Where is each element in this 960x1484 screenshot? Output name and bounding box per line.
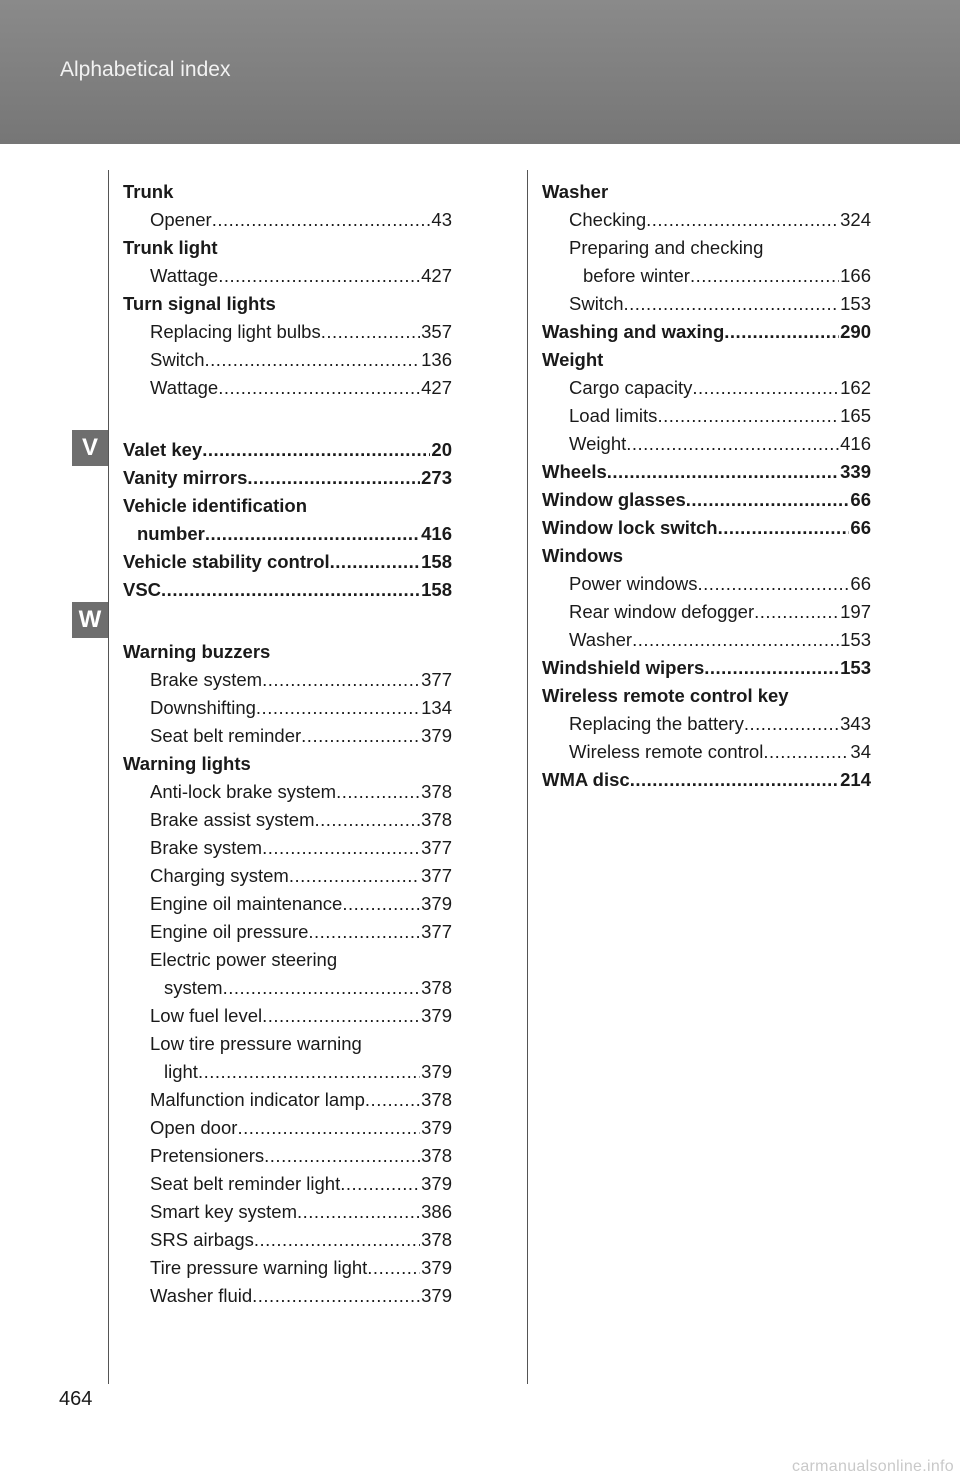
index-entry[interactable]: Cargo capacity ..... 162 [542, 374, 871, 402]
page-ref: 378 [421, 1145, 452, 1166]
index-entry[interactable]: system ..... 378 [123, 974, 452, 1002]
index-entry[interactable]: light ..... 379 [123, 1058, 452, 1086]
page-ref: 339 [840, 461, 871, 482]
page-ref: 379 [421, 1173, 452, 1194]
page-ref: 34 [850, 741, 871, 762]
index-entry[interactable]: Washing and waxing ..... 290 [542, 318, 871, 346]
index-subheading: Preparing and checking [569, 237, 764, 258]
page-ref: 162 [840, 377, 871, 398]
page-ref: 158 [421, 551, 452, 572]
index-heading: Trunk [123, 181, 174, 202]
page-ref: 166 [840, 265, 871, 286]
index-entry[interactable]: VSC ..... 158 [123, 576, 452, 604]
index-entry[interactable]: Switch ..... 153 [542, 290, 871, 318]
watermark: carmanualsonline.info [792, 1458, 954, 1475]
page-ref: 136 [421, 349, 452, 370]
index-heading: Wireless remote control key [542, 685, 789, 706]
index-entry[interactable]: SRS airbags ..... 378 [123, 1226, 452, 1254]
index-entry[interactable]: Engine oil pressure ..... 377 [123, 918, 452, 946]
column-divider-middle [527, 170, 528, 1384]
index-entry[interactable]: Rear window defogger ..... 197 [542, 598, 871, 626]
index-entry[interactable]: Seat belt reminder light ..... 379 [123, 1170, 452, 1198]
page-ref: 427 [421, 265, 452, 286]
index-entry[interactable]: Wattage ..... 427 [123, 374, 452, 402]
index-entry[interactable]: Brake system ..... 377 [123, 834, 452, 862]
index-entry[interactable]: before winter ..... 166 [542, 262, 871, 290]
index-entry[interactable]: number ..... 416 [123, 520, 452, 548]
index-entry[interactable]: Low fuel level ..... 379 [123, 1002, 452, 1030]
index-entry[interactable]: Vehicle stability control ..... 158 [123, 548, 452, 576]
index-entry[interactable]: Vanity mirrors ..... 273 [123, 464, 452, 492]
header-title: Alphabetical index [60, 58, 231, 81]
index-entry[interactable]: Wattage ..... 427 [123, 262, 452, 290]
page-header [0, 0, 960, 144]
index-entry[interactable]: Charging system ..... 377 [123, 862, 452, 890]
page-ref: 378 [421, 1229, 452, 1250]
index-column-right [542, 178, 871, 794]
page-ref: 379 [421, 1005, 452, 1026]
page-ref: 153 [840, 293, 871, 314]
index-entry[interactable]: Load limits ..... 165 [542, 402, 871, 430]
index-heading: Warning buzzers [123, 641, 271, 662]
page-ref: 379 [421, 1257, 452, 1278]
page-ref: 377 [421, 865, 452, 886]
index-entry[interactable]: Opener ..... 43 [123, 206, 452, 234]
index-entry[interactable]: Valet key ..... 20 [123, 436, 452, 464]
page-ref: 378 [421, 809, 452, 830]
index-column-left [123, 178, 452, 1310]
index-entry[interactable]: Window glasses ..... 66 [542, 486, 871, 514]
page-ref: 153 [840, 629, 871, 650]
page-ref: 197 [840, 601, 871, 622]
index-entry[interactable]: Checking ..... 324 [542, 206, 871, 234]
index-heading: Turn signal lights [123, 293, 276, 314]
page-ref: 379 [421, 1117, 452, 1138]
page-ref: 416 [840, 433, 871, 454]
index-entry[interactable]: Brake system ..... 377 [123, 666, 452, 694]
page-ref: 378 [421, 977, 452, 998]
index-entry[interactable]: Washer fluid ..... 379 [123, 1282, 452, 1310]
index-heading: Vehicle identification [123, 495, 308, 516]
page-ref: 386 [421, 1201, 452, 1222]
index-heading: Washer [542, 181, 609, 202]
index-entry[interactable]: WMA disc ..... 214 [542, 766, 871, 794]
index-entry[interactable]: Window lock switch ..... 66 [542, 514, 871, 542]
index-heading: Trunk light [123, 237, 218, 258]
index-entry[interactable]: Windshield wipers ..... 153 [542, 654, 871, 682]
page-ref: 378 [421, 1089, 452, 1110]
index-entry[interactable]: Replacing the battery ..... 343 [542, 710, 871, 738]
page-ref: 379 [421, 1061, 452, 1082]
page-ref: 379 [421, 893, 452, 914]
page-ref: 20 [431, 439, 452, 460]
page-ref: 66 [850, 517, 871, 538]
page-ref: 324 [840, 209, 871, 230]
section-tab-w[interactable]: W [72, 602, 108, 638]
page-ref: 273 [421, 467, 452, 488]
section-gap [123, 402, 452, 436]
section-gap [123, 604, 452, 638]
index-heading: Windows [542, 545, 624, 566]
index-entry[interactable]: Power windows ..... 66 [542, 570, 871, 598]
index-entry[interactable]: Washer ..... 153 [542, 626, 871, 654]
index-entry[interactable]: Wheels ..... 339 [542, 458, 871, 486]
page-number: 464 [59, 1388, 93, 1410]
index-entry[interactable]: Weight ..... 416 [542, 430, 871, 458]
page-ref: 379 [421, 1285, 452, 1306]
index-entry[interactable]: Smart key system ..... 386 [123, 1198, 452, 1226]
page-ref: 134 [421, 697, 452, 718]
page-ref: 427 [421, 377, 452, 398]
index-subheading: Low tire pressure warning [150, 1033, 362, 1054]
index-heading: Warning lights [123, 753, 251, 774]
index-entry[interactable]: Wireless remote control ..... 34 [542, 738, 871, 766]
page-ref: 290 [840, 321, 871, 342]
page-ref: 66 [850, 573, 871, 594]
index-entry[interactable]: Pretensioners ..... 378 [123, 1142, 452, 1170]
column-divider-left [108, 170, 109, 1384]
page-ref: 214 [840, 769, 871, 790]
index-entry[interactable]: Tire pressure warning light ..... 379 [123, 1254, 452, 1282]
page-ref: 379 [421, 725, 452, 746]
index-heading: Weight [542, 349, 604, 370]
page-ref: 377 [421, 669, 452, 690]
index-entry[interactable]: Open door ..... 379 [123, 1114, 452, 1142]
page-ref: 378 [421, 781, 452, 802]
page-ref: 357 [421, 321, 452, 342]
index-entry[interactable]: Replacing light bulbs ..... 357 [123, 318, 452, 346]
index-entry[interactable]: Downshifting ..... 134 [123, 694, 452, 722]
page-ref: 377 [421, 921, 452, 942]
page-ref: 416 [421, 523, 452, 544]
index-entry[interactable]: Engine oil maintenance ..... 379 [123, 890, 452, 918]
page-ref: 153 [840, 657, 871, 678]
index-entry[interactable]: Malfunction indicator lamp ..... 378 [123, 1086, 452, 1114]
page-ref: 343 [840, 713, 871, 734]
index-entry[interactable]: Switch ..... 136 [123, 346, 452, 374]
page-ref: 158 [421, 579, 452, 600]
section-tab-v[interactable]: V [72, 430, 108, 466]
index-entry[interactable]: Brake assist system ..... 378 [123, 806, 452, 834]
page-ref: 165 [840, 405, 871, 426]
page-ref: 377 [421, 837, 452, 858]
page-ref: 43 [431, 209, 452, 230]
index-entry[interactable]: Seat belt reminder ..... 379 [123, 722, 452, 750]
page-ref: 66 [850, 489, 871, 510]
index-subheading: Electric power steering [150, 949, 338, 970]
index-entry[interactable]: Anti-lock brake system ..... 378 [123, 778, 452, 806]
